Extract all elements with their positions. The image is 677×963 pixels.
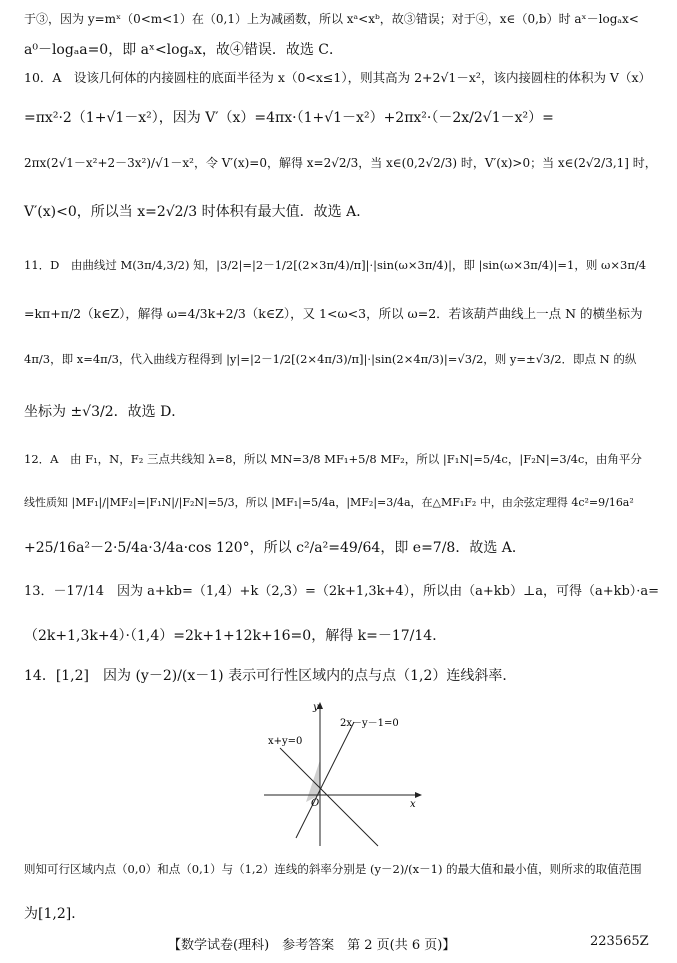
q11-line-2: =kπ+π/2（k∈Z），解得 ω=4/3k+2/3（k∈Z），又 1<ω<3，所以 ω=2．若该葫芦曲线上一点 N 的横坐标为 [24, 306, 643, 321]
intro-line-2: a⁰－logₐa=0，即 aˣ<logₐx，故④错误．故选 C． [24, 42, 343, 58]
q11-line-3: 4π/3，即 x=4π/3，代入曲线方程得到 |y|=|2－1/2[(2×4π/3)/π]|·|sin(2×4π/3)|=√3/2，则 y=±√3/2．即点 N 的纵 [24, 352, 637, 366]
intro-line-1: 于③，因为 y=mˣ（0<m<1）在（0,1）上为减函数，所以 xᵃ<xᵇ，故③错误；对于④，x∈（0,b）时 aˣ－logₐx< [24, 12, 639, 26]
q10-line-3: 2πx(2√1－x²+2－3x²)/√1－x²，令 V′(x)=0，解得 x=2√2/3，当 x∈(0,2√2/3) 时，V′(x)>0；当 x∈(2√2/3,1] 时， [24, 156, 657, 170]
origin-label: O [311, 798, 320, 809]
feasible-region-figure [258, 700, 430, 850]
line-2x-y-1 [296, 722, 354, 838]
axis-y-label: y [313, 702, 319, 713]
q14-line-1: 14．[1,2] 因为 (y－2)/(x－1) 表示可行性区域内的点与点（1,2）连线斜率． [24, 668, 517, 684]
q11-line-1: 11．D 由曲线过 M(3π/4,3/2) 知，|3/2|=|2－1/2[(2×3π/4)/π]|·|sin(ω×3π/4)|，即 |sin(ω×3π/4)|=1，则 ω×3π/4 [24, 258, 647, 272]
q13-line-2: （2k+1,3k+4）·（1,4）=2k+1+12k+16=0，解得 k=－17/14． [24, 628, 447, 644]
q12-line-3: +25/16a²－2·5/4a·3/4a·cos 120°，所以 c²/a²=49/64，即 e=7/8．故选 A． [24, 540, 526, 556]
q13-line-1: 13．－17/14 因为 a+kb=（1,4）+k（2,3）=（2k+1,3k+4），所以由（a+kb）⊥a，可得（a+kb）·a= [24, 584, 660, 599]
q10-line-2: =πx²·2（1+√1－x²），因为 V′（x）=4πx·（1+√1－x²）+2πx²·（－2x/2√1－x²）= [24, 110, 554, 126]
q12-line-1: 12．A 由 F₁，N，F₂ 三点共线知 λ=8，所以 MN=3/8 MF₁+5/8 MF₂，所以 |F₁N|=5/4c，|F₂N|=3/4c，由角平分 [24, 452, 642, 466]
q11-line-4: 坐标为 ±√3/2．故选 D． [24, 404, 186, 420]
x-axis-arrow [415, 792, 422, 798]
line-x-plus-y [280, 748, 378, 846]
q14-line-3: 为[1,2]． [24, 906, 86, 922]
q12-line-2: 线性质知 |MF₁|/|MF₂|=|F₁N|/|F₂N|=5/3，所以 |MF₁|=5/4a，|MF₂|=3/4a，在△MF₁F₂ 中，由余弦定理得 4c²=9/16a² [24, 496, 634, 509]
q14-line-2: 则知可行区域内点（0,0）和点（0,1）与（1,2）连线的斜率分别是 (y－2)/(x－1) 的最大值和最小值，则所求的取值范围 [24, 862, 642, 876]
q10-line-4: V′(x)<0，所以当 x=2√2/3 时体积有最大值．故选 A． [24, 204, 371, 220]
q10-line-1: 10．A 设该几何体的内接圆柱的底面半径为 x（0<x≤1），则其高为 2+2√1－x²，该内接圆柱的体积为 V（x） [24, 70, 651, 85]
axis-x-label: x [410, 799, 416, 810]
line2-label: x+y=0 [268, 736, 303, 747]
footer-title: 【数学试卷(理科) 参考答案 第 2 页(共 6 页)】 [168, 938, 456, 953]
footer-code: 223565Z [590, 934, 649, 949]
line1-label: 2x－y－1=0 [340, 718, 399, 729]
